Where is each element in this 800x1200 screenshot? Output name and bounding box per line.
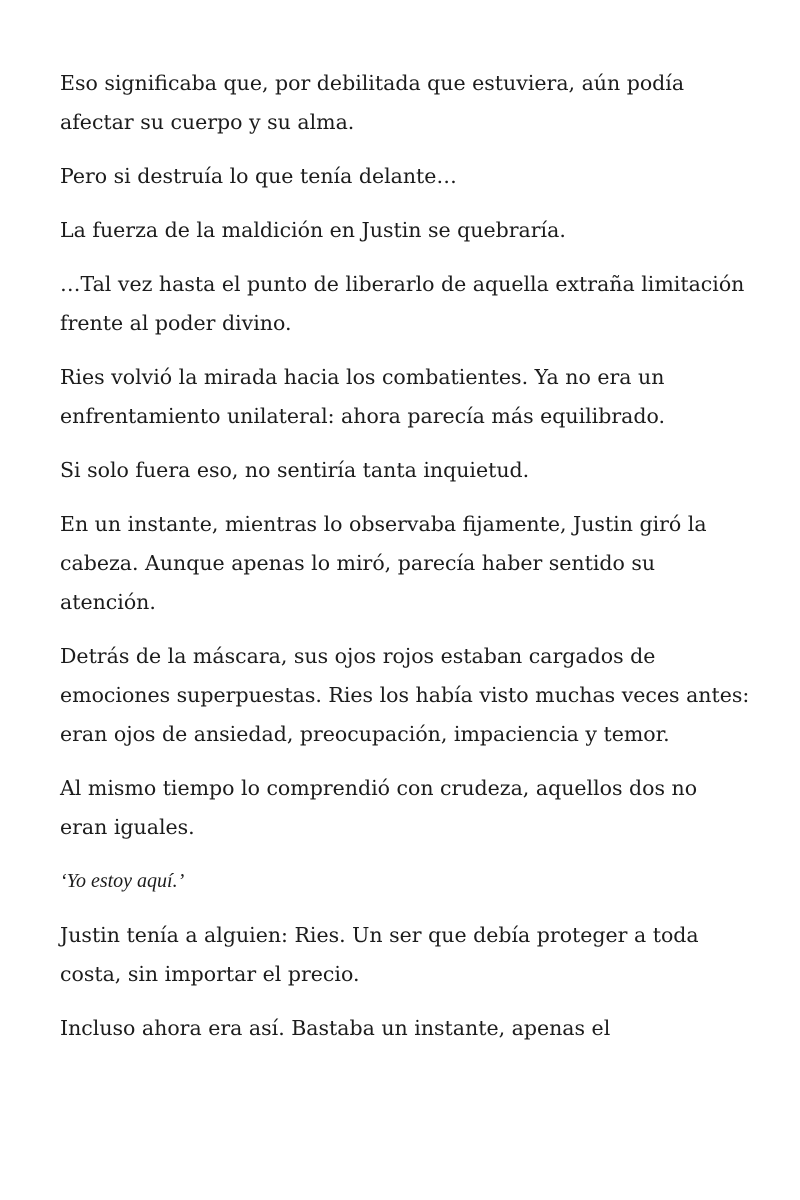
paragraph: Eso significaba que, por debilitada que estuviera, aún podía afectar su cuerpo y su alma. [60, 71, 685, 134]
paragraph: Incluso ahora era así. Bastaba un instante, apenas el [60, 1016, 611, 1040]
paragraph: Detrás de la máscara, sus ojos rojos estaban cargados de emociones superpuestas. Ries los había visto muchas veces antes: eran ojos de ansiedad, preocupación, impaciencia y temor. [60, 644, 750, 746]
paragraph: La fuerza de la maldición en Justin se quebraría. [60, 218, 566, 242]
text-column [60, 64, 750, 1063]
paragraph: Ries volvió la mirada hacia los combatientes. Ya no era un enfrentamiento unilateral: ahora parecía más equilibrado. [60, 365, 666, 428]
paragraph: En un instante, mientras lo observaba fijamente, Justin giró la cabeza. Aunque apenas lo miró, parecía haber sentido su atención. [60, 512, 707, 614]
paragraph: Al mismo tiempo lo comprendió con crudeza, aquellos dos no eran iguales. [60, 776, 698, 839]
paragraph: Pero si destruía lo que tenía delante… [60, 164, 457, 188]
paragraph: …Tal vez hasta el punto de liberarlo de aquella extraña limitación frente al poder divino. [60, 272, 745, 335]
paragraph: Justin tenía a alguien: Ries. Un ser que debía proteger a toda costa, sin importar el precio. [60, 923, 699, 986]
paragraph: Si solo fuera eso, no sentiría tanta inquietud. [60, 458, 530, 482]
italic-thought: ‘Yo estoy aquí.’ [60, 870, 185, 892]
